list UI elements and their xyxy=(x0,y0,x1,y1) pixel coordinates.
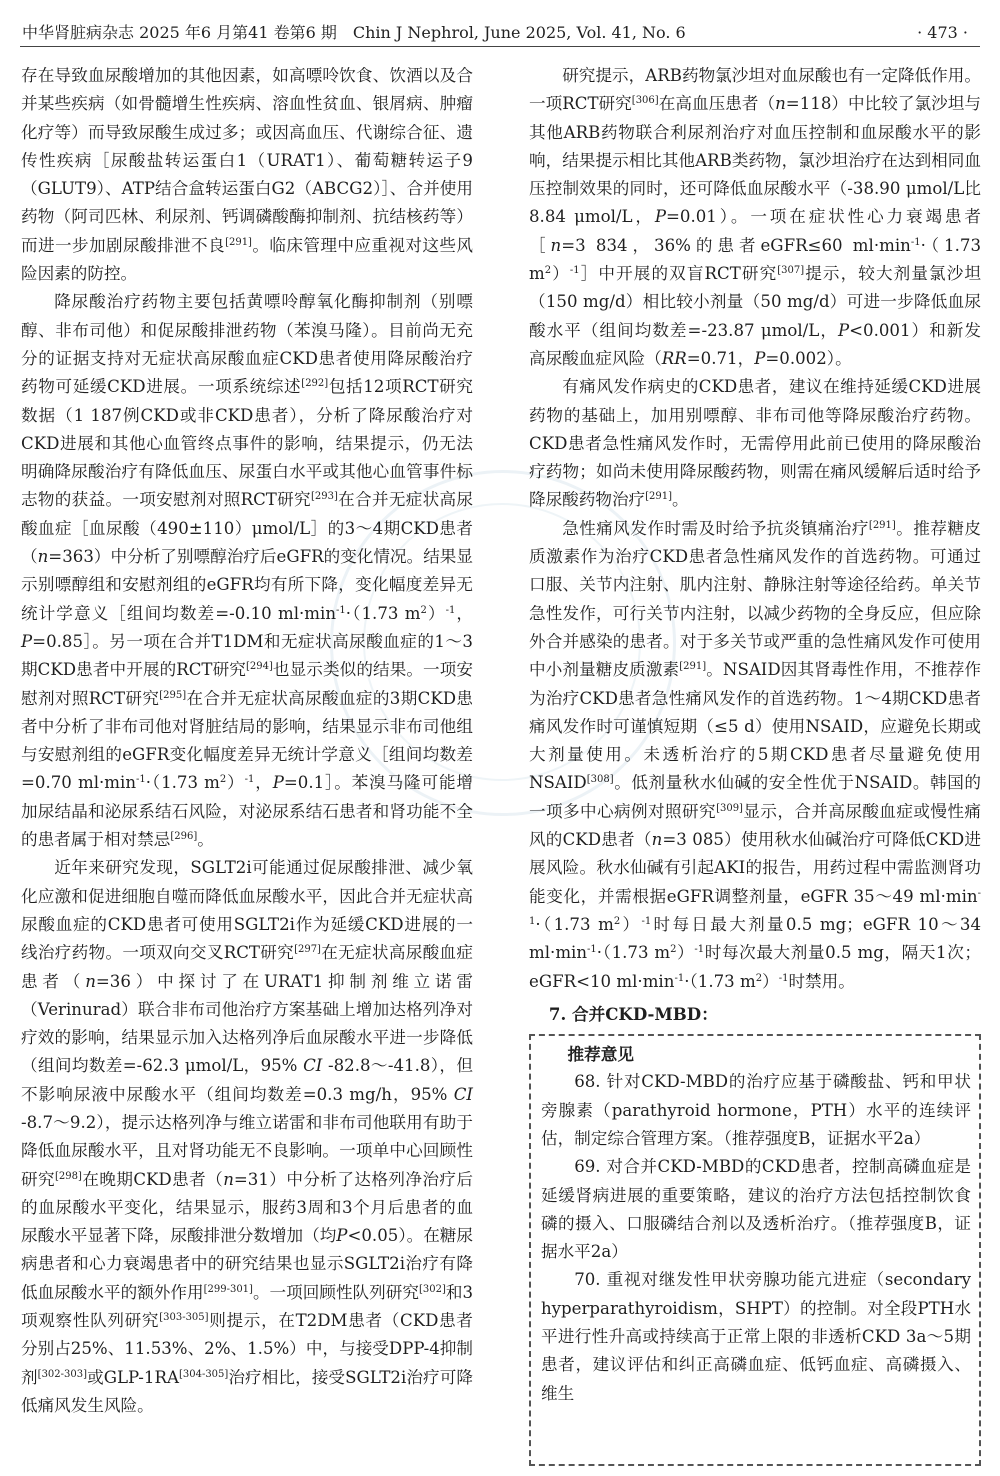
recommendation-item: 68. 针对CKD-MBD的治疗应基于磷酸盐、钙和甲状旁腺素（parathyroid hormone，PTH）水平的连续评估，制定综合管理方案。（推荐强度B，证据水平2a） xyxy=(541,1072,971,1148)
right-column xyxy=(529,62,981,1466)
recommendation-box xyxy=(529,1034,981,1466)
left-column xyxy=(21,62,473,1420)
recommendation-item: 70. 重视对继发性甲状旁腺功能亢进症（secondary hyperparathyroidism，SHPT）的控制。对全段PTH水平进行性升高或持续高于正常上限的非透析CKD 3a～5期患者，建议评估和纠正高磷血症、低钙血症、高磷摄入、维生 xyxy=(541,1270,971,1403)
paragraph: 降尿酸治疗药物主要包括黄嘌呤醇氧化酶抑制剂（别嘌醇、非布司他）和促尿酸排泄药物（苯溴马隆）。目前尚无充分的证据支持对无症状高尿酸血症CKD患者使用降尿酸治疗药物可延缓CKD进展。一项系统综述[292]包括12项RCT研究数据（1 187例CKD或非CKD患者），分析了降尿酸治疗对CKD进展和其他心血管终点事件的影响，结果提示，仍无法明确降尿酸治疗有降低血压、尿蛋白水平或其他心血管事件标志物的获益。一项安慰剂对照RCT研究[293]在合并无症状高尿酸血症［血尿酸（490±110）μmol/L］的3～4期CKD患者（n=363）中分析了别嘌醇治疗后eGFR的变化情况。结果显示别嘌醇组和安慰剂组的eGFR均有所下降，变化幅度差异无统计学意义［组间均数差=-0.10 $ml\cdot\min^{-1}\cdot(1.73$ $m^2)^{-1}$，P=0.85］。另一项在合并T1DM和无症状高尿酸血症的1～3期CKD患者中开展的RCT研究[294]也显示类似的结果。一项安慰剂对照RCT研究[295]在合并无症状高尿酸血症的3期CKD患者中分析了非布司他对肾脏结局的影响，结果显示非布司他组与安慰剂组的eGFR变化幅度差异无统计学意义［组间均数差=0.70 $ml\cdot\min^{-1}\cdot(1.73$ $m^2)^{-1}$，P=0.1］。苯溴马隆可能增加尿结晶和泌尿系结石风险，对泌尿系结石患者和肾功能不全的患者属于相对禁忌[296]。 xyxy=(21,292,474,850)
running-header xyxy=(20,20,980,47)
paragraph: 存在导致血尿酸增加的其他因素，如高嘌呤饮食、饮酒以及合并某些疾病（如骨髓增生性疾病、溶血性贫血、银屑病、肿瘤化疗等）而导致尿酸生成过多；或因高血压、代谢综合征、遗传性疾病［尿酸盐转运蛋白1（URAT1）、葡萄糖转运子9（GLUT9）、ATP结合盒转运蛋白G2（ABCG2）］、合并使用药物（阿司匹林、利尿剂、钙调磷酸酶抑制剂、抗结核药等）而进一步加剧尿酸排泄不良[291]。临床管理中应重视对这些风险因素的防控。 xyxy=(21,66,474,284)
journal-citation: 中华肾脏病杂志 2025 年6 月第41 卷第6 期 Chin J Nephrol, June 2025, Vol. 41, No. 6 xyxy=(22,23,686,42)
paragraph: 急性痛风发作时需及时给予抗炎镇痛治疗[291]。推荐糖皮质激素作为治疗CKD患者急性痛风发作的首选药物。可通过口服、关节内注射、肌内注射、静脉注射等途径给药。单关节急性发作，可行关节内注射，以减少药物的全身反应，但应除外合并感染的患者。对于多关节或严重的急性痛风发作可使用中小剂量糖皮质激素[291]。NSAID因其肾毒性作用，不推荐作为治疗CKD患者急性痛风发作的首选药物。1～4期CKD患者痛风发作时可谨慎短期（≤5 d）使用NSAID，应避免长期或大剂量使用。未透析治疗的5期CKD患者尽量避免使用NSAID[308]。低剂量秋水仙碱的安全性优于NSAID。韩国的一项多中心病例对照研究[309]显示，合并高尿酸血症或慢性痛风的CKD患者（n=3 085）使用秋水仙碱治疗可降低CKD进展风险。秋水仙碱有引起AKI的报告，用药过程中需监测肾功能变化，并需根据eGFR调整剂量，eGFR 35～49 $ml\cdot\min^{-1}\cdot(1.73$ $m^2)^{-1}$时每日最大剂量0.5 mg；eGFR 10～34 $ml\cdot\min^{-1}\cdot(1.73$ $m^2)^{-1}$时每次最大剂量0.5 mg，隔天1次；eGFR<10 $ml\cdot\min^{-1}\cdot(1.73$ $m^2)^{-1}$时禁用。 xyxy=(529,518,982,991)
paragraph: 研究提示，ARB药物氯沙坦对血尿酸也有一定降低作用。一项RCT研究[306]在高血压患者（n=118）中比较了氯沙坦与其他ARB药物联合利尿剂治疗对血压控制和血尿酸水平的影响，结果提示相比其他ARB类药物，氯沙坦治疗在达到相同血压控制效果的同时，还可降低血尿酸水平（-38.90 μmol/L比8.84 μmol/L，P=0.01）。一项在症状性心力衰竭患者［n=3 834，36%的患者eGFR≤60 $ml\cdot\min^{-1}\cdot(1.73$ $m^2)^{-1}]$中开展的双盲RCT研究[307]提示，较大剂量氯沙坦（150 mg/d）相比较小剂量（50 mg/d）可进一步降低血尿酸水平（组间均数差=-23.87 μmol/L，P<0.001）和新发高尿酸血症风险（RR=0.71，P=0.002）。 xyxy=(529,66,982,368)
recommendation-item: 69. 对合并CKD-MBD的CKD患者，控制高磷血症是延缓肾病进展的重要策略，建议的治疗方法包括控制饮食磷的摄入、口服磷结合剂以及透析治疗。（推荐强度B，证据水平2a） xyxy=(541,1157,971,1262)
section-heading: 7. 合并CKD-MBD： xyxy=(548,1003,718,1024)
paragraph: 有痛风发作病史的CKD患者，建议在维持延缓CKD进展药物的基础上，加用别嘌醇、非布司他等降尿酸治疗药物。CKD患者急性痛风发作时，无需停用此前已使用的降尿酸治疗药物；如尚未使用降尿酸药物，则需在痛风缓解后适时给予降尿酸药物治疗[291]。 xyxy=(529,377,981,510)
page-number: · 473 · xyxy=(917,23,968,42)
recommendation-title: 推荐意见 xyxy=(567,1044,634,1065)
paragraph: 近年来研究发现，SGLT2i可能通过促尿酸排泄、减少氧化应激和促进细胞自噬而降低血尿酸水平，因此合并无症状高尿酸血症的CKD患者可使用SGLT2i作为延缓CKD进展的一线治疗药物。一项双向交叉RCT研究[297]在无症状高尿酸血症患者（n=36）中探讨了在URAT1抑制剂维立诺雷（Verinurad）联合非布司他治疗方案基础上增加达格列净对疗效的影响，结果显示加入达格列净后血尿酸水平进一步降低（组间均数差=-62.3 μmol/L，95% CI -82.8～-41.8），但不影响尿液中尿酸水平（组间均数差=0.3 mg/h，95% CI -8.7～9.2），提示达格列净与维立诺雷和非布司他联用有助于降低血尿酸水平，且对肾功能无不良影响。一项单中心回顾性研究[298]在晚期CKD患者（n=31）中分析了达格列净治疗后的血尿酸水平变化，结果显示，服药3周和3个月后患者的血尿酸水平显著下降，尿酸排泄分数增加（均P<0.05）。在糖尿病患者和心力衰竭患者中的研究结果也显示SGLT2i治疗有降低血尿酸水平的额外作用[299-301]。一项回顾性队列研究[302]和3项观察性队列研究[303-305]则提示，在T2DM患者（CKD患者分别占25%、11.53%、2%、1.5%）中，与接受DPP-4抑制剂[302-303]或GLP-1RA[304-305]治疗相比，接受SGLT2i治疗可降低痛风发生风险。 xyxy=(21,858,474,1415)
